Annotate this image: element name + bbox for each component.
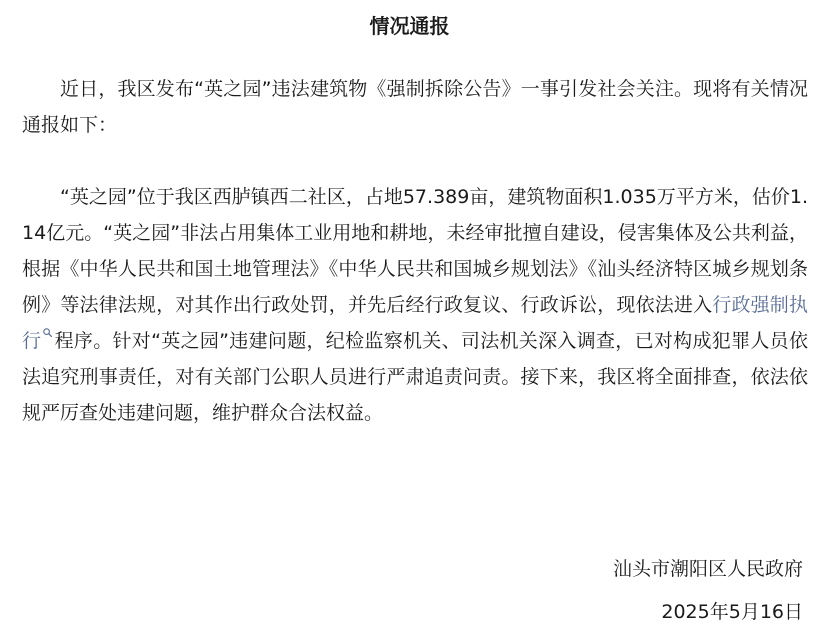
search-link-enforcement[interactable]: 行政强制执行 <box>22 294 808 352</box>
signature-organization: 汕头市潮阳区人民政府 <box>612 558 803 580</box>
paragraph-body-text-after: 程序。针对“英之园”违建问题，纪检监察机关、司法机关深入调查，已对构成犯罪人员依法追究刑事责任，对有关部门公职人员进行严肃追责问责。接下来，我区将全面排查，依法依规严厉查处违建问题，维护群众合法权益。 <box>22 330 808 424</box>
paragraph-intro: 近日，我区发布“英之园”违法建筑物《强制拆除公告》一事引发社会关注。现将有关情况通报如下： <box>22 78 808 136</box>
paragraph-body <box>22 179 808 431</box>
paragraph-body-text-before: “英之园”位于我区西胪镇西二社区，占地57.389亩，建筑物面积1.035万平方米，估价1.14亿元。“英之园”非法占用集体工业用地和耕地，未经审批擅自建设，侵害集体及公共利益，根据《中华人民共和国土地管理法》《中华人民共和国城乡规划法》《汕头经济特区城乡规划条例》等法律法规，对其作出行政处罚，并先后经行政复议、行政诉讼，现依法进入 <box>22 186 808 316</box>
signature-date: 2025年5月16日 <box>661 601 803 623</box>
search-icon[interactable] <box>43 328 52 337</box>
document-title: 情况通报 <box>369 14 450 38</box>
